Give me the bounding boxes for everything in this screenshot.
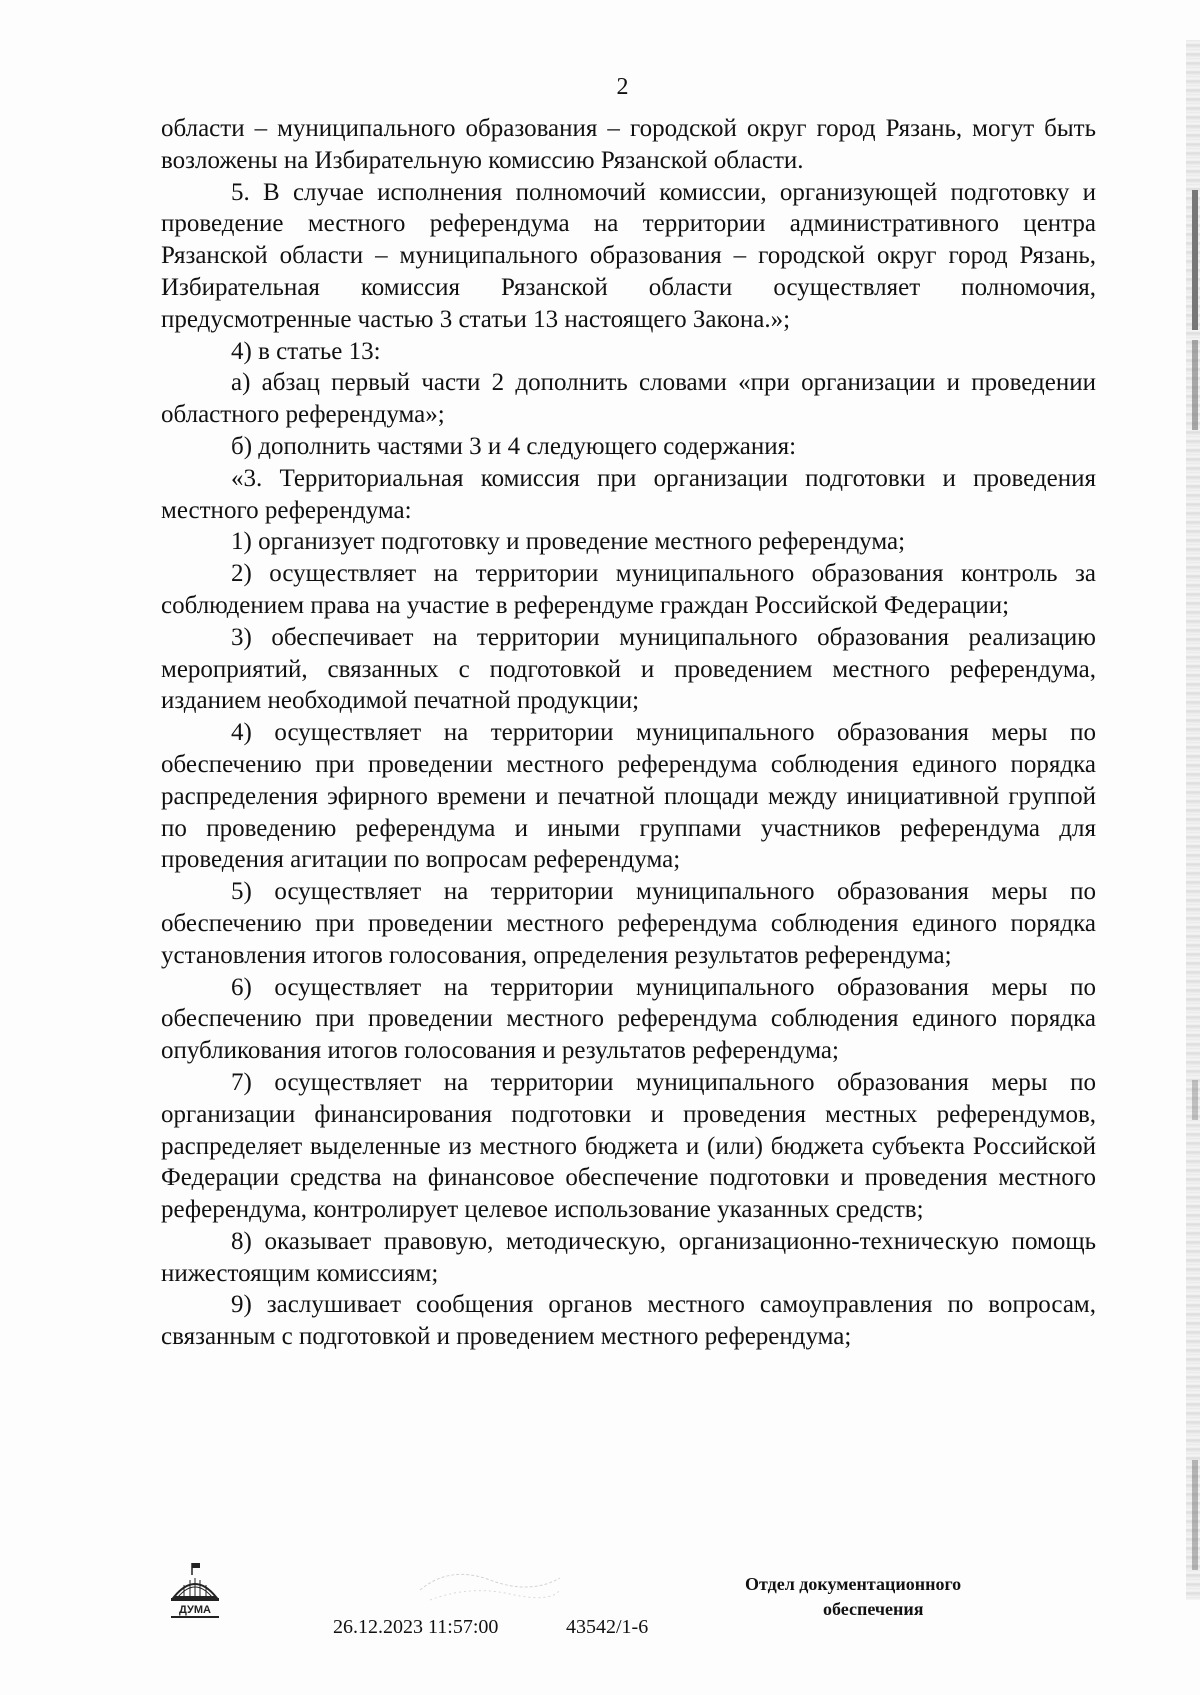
list-item-9: 9) заслушивает сообщения органов местного самоуправления по вопросам, связанным с подготовкой и проведением местного референдума; [161, 1291, 1096, 1351]
page-number: 2 [616, 74, 629, 100]
paragraph-item-5: 5. В случае исполнения полномочий комиссии, организующей подготовку и проведение местного референдума на территории административного центра Рязанской области – муниципального образования – городской округ город Рязань, Избирательная комиссия Рязанской области осуществляет полномочия, предусмотренные частью 3 статьи 13 настоящего Закона.»; [161, 178, 1096, 333]
list-item-5: 5) осуществляет на территории муниципального образования меры по обеспечению при проведении местного референдума соблюдения единого порядка установления итогов голосования, определения результатов референдума; [161, 878, 1096, 969]
scan-edge-artifact [1186, 40, 1200, 1600]
paragraph-sub-a: а) абзац первый части 2 дополнить словами «при организации и проведении областного референдума»; [161, 369, 1096, 429]
department-line-2: обеспечения [823, 1599, 924, 1619]
list-item-6: 6) осуществляет на территории муниципального образования меры по обеспечению при проведении местного референдума соблюдения единого порядка опубликования итогов голосования и результатов референдума; [161, 973, 1096, 1065]
list-item-8: 8) оказывает правовую, методическую, организационно-техническую помощь нижестоящим комиссиям; [161, 1227, 1096, 1287]
department-label [745, 1572, 1045, 1622]
list-item-4: 4) осуществляет на территории муниципального образования меры по обеспечению при проведении местного референдума соблюдения единого порядка распределения эфирного времени и печатной площади между инициативной группой по проведению референдума и иными группами участников референдума для проведения агитации по вопросам референдума; [161, 719, 1096, 874]
list-item-2: 2) осуществляет на территории муниципального образования контроль за соблюдением права на участие в референдуме граждан Российской Федерации; [161, 560, 1096, 619]
paragraph-sub-b: б) дополнить частями 3 и 4 следующего содержания: [231, 432, 797, 460]
list-item-1: 1) организует подготовку и проведение местного референдума; [231, 528, 906, 556]
document-body [161, 113, 1096, 1353]
list-item-3: 3) обеспечивает на территории муниципального образования реализацию мероприятий, связанных с подготовкой и проведением местного референдума, изданием необходимой печатной продукции; [161, 623, 1096, 715]
list-item-7: 7) осуществляет на территории муниципального образования меры по организации финансирования подготовки и проведения местных референдумов, распределяет выделенные из местного бюджета и (или) бюджета субъекта Российской Федерации средства на финансовое обеспечение подготовки и проведения местного референдума, контролирует целевое использование указанных средств; [161, 1068, 1096, 1224]
registration-datetime: 26.12.2023 11:57:00 [333, 1616, 499, 1638]
paragraph-continuation: области – муниципального образования – городской округ город Рязань, могут быть возложены на Избирательную комиссию Рязанской области. [161, 115, 1096, 174]
paragraph-part-3: «3. Территориальная комиссия при организации подготовки и проведения местного референдума: [161, 464, 1096, 524]
logo-text: ДУМА [179, 1604, 211, 1616]
faded-stamp-mark [410, 1560, 570, 1612]
duma-logo-icon [168, 1561, 222, 1623]
paragraph-article-13: 4) в статье 13: [231, 337, 381, 365]
registration-number: 43542/1-6 [566, 1616, 649, 1638]
department-line-1: Отдел документационного [745, 1574, 962, 1594]
